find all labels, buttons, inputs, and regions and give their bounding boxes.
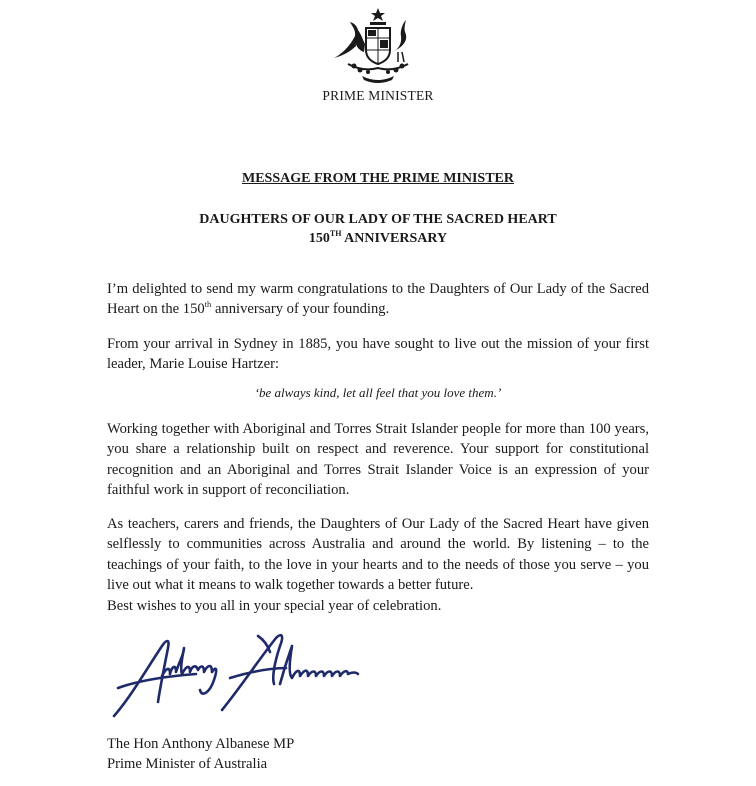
letterhead-office: PRIME MINISTER	[322, 88, 434, 103]
paragraph-1-ordinal: th	[204, 299, 212, 310]
handwritten-signature	[100, 618, 370, 728]
message-heading: MESSAGE FROM THE PRIME MINISTER	[242, 171, 514, 186]
mission-quote: ‘be always kind, let all feel that you love them.’	[254, 385, 502, 400]
paragraph-1-text-end: anniversary of your founding.	[211, 301, 390, 318]
paragraph-history: From your arrival in Sydney in 1885, you have sought to live out the mission of your first leader, Marie Louise Hartzer:	[107, 336, 649, 373]
anniversary-number: 150	[308, 231, 330, 246]
subtitle-line-1: DAUGHTERS OF OUR LADY OF THE SACRED HEART	[199, 212, 557, 227]
australian-coat-of-arms-icon	[328, 6, 428, 86]
subtitle-line-2	[0, 229, 756, 248]
anniversary-ordinal: TH	[329, 229, 342, 238]
signoff-name: The Hon Anthony Albanese MP	[107, 736, 295, 752]
signoff-block	[107, 735, 294, 774]
signoff-title: Prime Minister of Australia	[107, 755, 268, 772]
anniversary-word: ANNIVERSARY	[341, 231, 448, 246]
paragraph-reconciliation: Working together with Aboriginal and Torres Strait Islander people for more than 100 years, you share a relationship built on respect and reverence. Your support for constitutional recognition and an Aboriginal and Torres Strait Islander Voice is an expression of your faithful work in support of reconciliation.	[107, 421, 649, 498]
paragraph-best-wishes: Best wishes to you all in your special year of celebration.	[107, 598, 442, 614]
paragraph-1-text: I’m delighted to send my warm congratulations to the Daughters of Our Lady of the Sacred Heart on the 150	[107, 281, 649, 318]
message-subtitle	[0, 210, 756, 248]
paragraph-congratulations	[107, 279, 649, 320]
paragraph-service: As teachers, carers and friends, the Daughters of Our Lady of the Sacred Heart have given selflessly to communities across Australia and around the world. By listening – to the teachings of your faith, to the love in your hearts and to the needs of those you serve – you live out what it means to walk together towards a better future.	[107, 516, 649, 593]
